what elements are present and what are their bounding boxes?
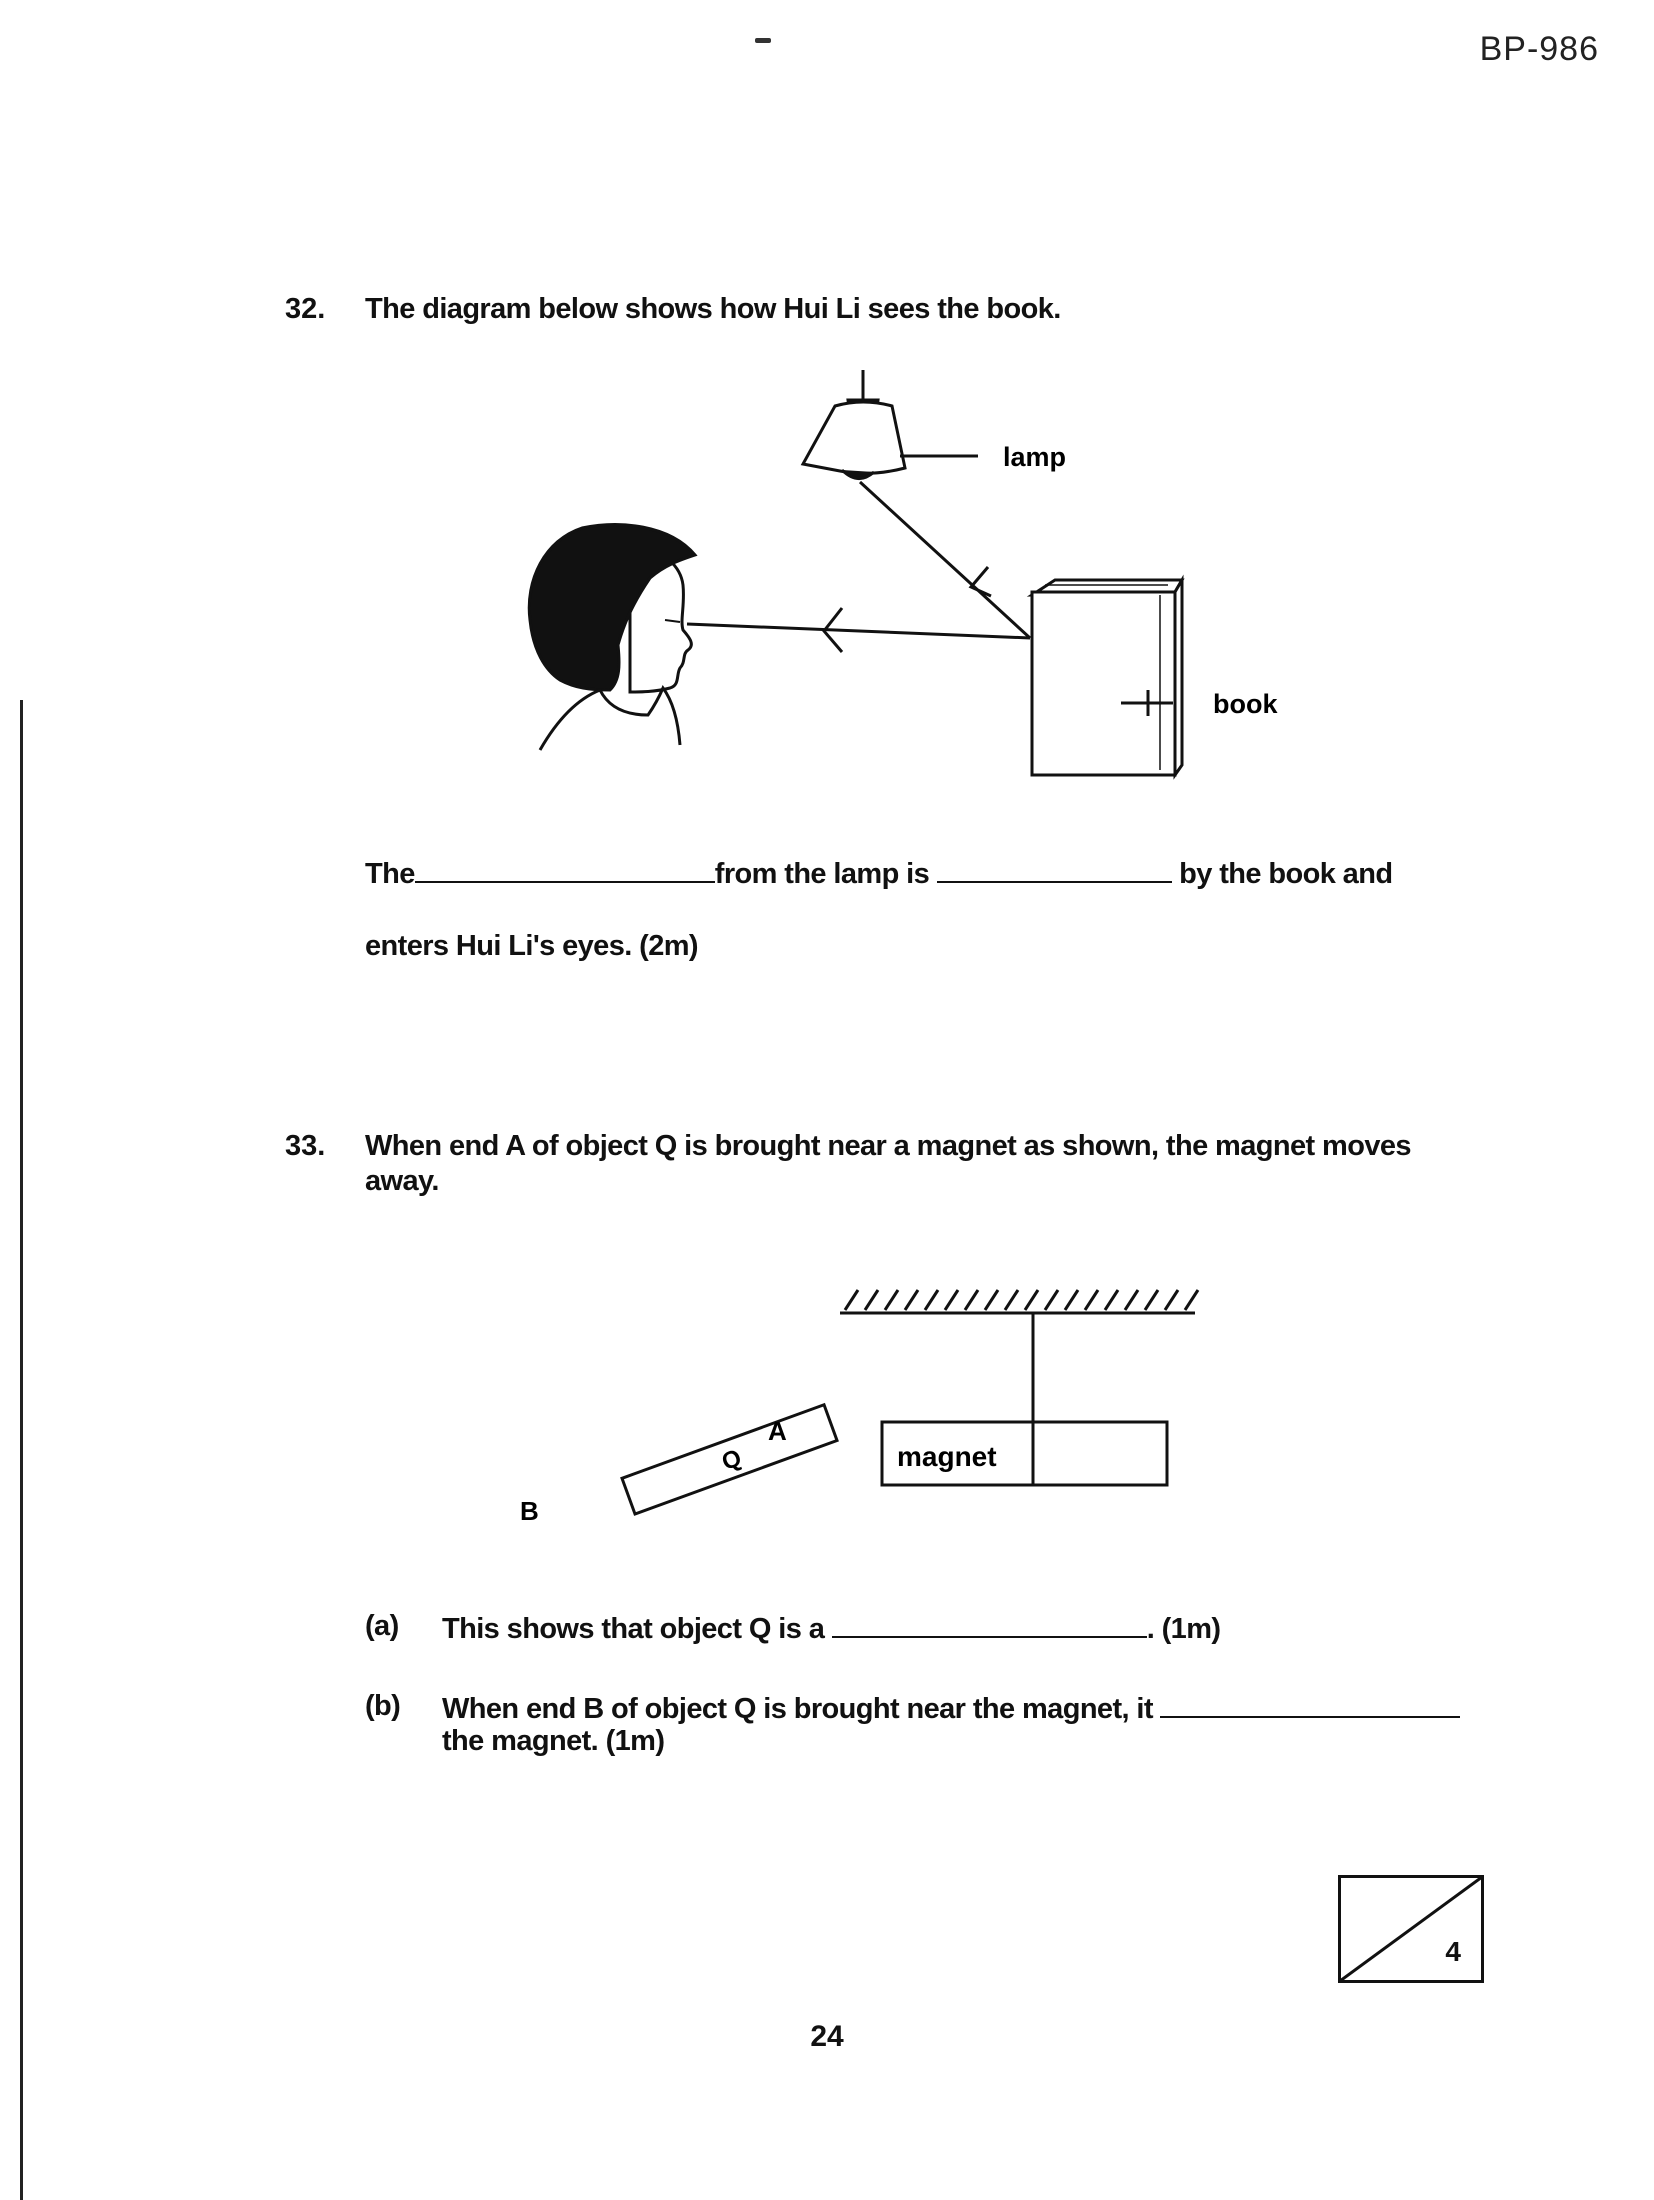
q32-blank-2[interactable] [937,855,1172,883]
incident-ray [860,482,1030,638]
magnet-label: magnet [897,1441,997,1472]
left-margin-rule [20,700,23,2200]
reflected-ray [687,624,1030,638]
question-32-sentence-line1 [365,855,1392,891]
score-total: 4 [1445,1936,1461,1967]
q32-sentence-part1: The [365,858,415,890]
book-icon [1032,580,1182,775]
q32-sentence-part3: by the book and [1179,858,1393,890]
question-32-prompt: The diagram below shows how Hui Li sees the book. [365,293,1061,325]
part-b-line1 [442,1690,1460,1726]
question-33-prompt-line2: away. [365,1165,439,1197]
incident-ray-arrow [971,567,991,596]
question-33-prompt-line1: When end A of object Q is brought near a magnet as shown, the magnet moves [365,1130,1411,1162]
question-33-number: 33. [285,1130,326,1162]
ceiling-support [840,1290,1198,1313]
part-b-text: When end B of object Q is brought near the magnet, it [442,1693,1153,1725]
part-a-text: This shows that object Q is a [442,1613,825,1645]
q32-blank-1[interactable] [415,855,715,883]
part-a-label: (a) [365,1610,399,1642]
q32-sentence-part2: from the lamp is [714,858,930,890]
girl-hui-li-icon [529,525,695,750]
object-q [622,1405,837,1514]
q32-sentence-part4: enters Hui Li's eyes. (2m) [365,930,698,962]
end-a-label: A [768,1416,787,1446]
question-32-number: 32. [285,293,326,325]
scan-mark [755,38,771,43]
score-diagonal [1338,1875,1484,1983]
part-a-blank[interactable] [832,1610,1147,1638]
paper-code: BP-986 [1479,30,1599,68]
score-box [1338,1875,1484,1983]
page-number: 24 [810,2020,844,2053]
magnet-diagram [500,1270,1220,1550]
light-reflection-diagram [500,370,1320,790]
lamp-icon [803,370,905,479]
part-b-label: (b) [365,1690,401,1722]
book-label: book [1213,689,1278,719]
end-b-label: B [520,1496,539,1526]
object-q-label: Q [718,1444,746,1477]
part-b-blank[interactable] [1160,1690,1460,1718]
part-a-line [442,1610,1220,1646]
lamp-label: lamp [1003,442,1067,472]
part-b-line2: the magnet. (1m) [442,1725,665,1757]
part-a-marks: . (1m) [1146,1613,1221,1645]
